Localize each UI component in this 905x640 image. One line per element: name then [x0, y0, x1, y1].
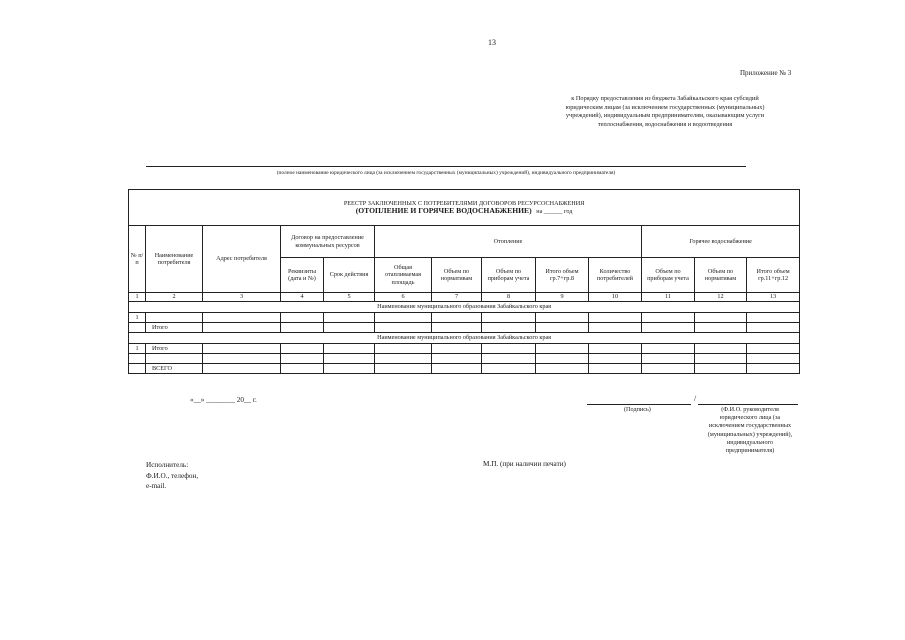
column-number: 1 — [129, 293, 146, 302]
column-number: 5 — [324, 293, 375, 302]
signature-slash: / — [694, 394, 697, 403]
column-number-row — [129, 293, 800, 302]
municipality-row: Наименование муниципального образования Забайкальского края — [129, 302, 800, 313]
table-title-line1: РЕЕСТР ЗАКЛЮЧЕННЫХ С ПОТРЕБИТЕЛЯМИ ДОГОВОРОВ РЕСУРСОСНАБЖЕНИЯ — [343, 199, 585, 207]
registry-table — [128, 189, 800, 374]
header-consumer-count: Количество потребителей — [589, 258, 642, 293]
fio-caption-line: исключением государственных — [708, 422, 792, 430]
subtotal-label: Итого — [146, 344, 203, 354]
header-contract: Договор на предоставление коммунальных ресурсов — [281, 226, 375, 258]
column-number: 12 — [695, 293, 747, 302]
header-consumer-name: Наименование потребителя — [146, 226, 203, 293]
column-number: 6 — [375, 293, 432, 302]
column-number: 7 — [432, 293, 482, 302]
column-number: 13 — [747, 293, 800, 302]
header-heating: Отопление — [375, 226, 642, 258]
fio-caption-line: юридического лица (за — [719, 414, 781, 422]
organization-name-line — [146, 166, 746, 167]
header-volume-meter: Объем по приборам учета — [482, 258, 536, 293]
date-line: «__» ________ 20__ г. — [190, 396, 257, 404]
municipality-row: Наименование муниципального образования Забайкальского края — [129, 333, 800, 344]
executor-line: e-mail. — [146, 482, 167, 490]
executor-line: Ф.И.О., телефон, — [146, 471, 199, 480]
fio-caption-line: предпринимателя) — [725, 447, 775, 455]
column-number: 8 — [482, 293, 536, 302]
table-title-bold: (ОТОПЛЕНИЕ И ГОРЯЧЕЕ ВОДОСНАБЖЕНИЕ) — [355, 206, 532, 215]
table-row — [129, 364, 800, 374]
order-line: теплоснабжения, водоснабжения и водоотведения — [597, 120, 733, 128]
order-line: юридическим лицам (за исключением государственных (муниципальных) — [565, 103, 765, 111]
fio-line — [698, 404, 798, 405]
header-hw-norm: Объем по нормативам — [695, 258, 747, 293]
order-line: к Порядку предоставления из бюджета Забайкальского края субсидий — [571, 95, 759, 102]
column-number: 2 — [146, 293, 203, 302]
table-row — [129, 323, 800, 333]
header-requisites: Реквизиты (дата и №) — [281, 258, 324, 293]
header-validity: Срок действия — [324, 258, 375, 293]
table-row — [129, 354, 800, 364]
column-number: 3 — [203, 293, 281, 302]
signature-caption: (Подпись) — [624, 406, 651, 413]
signature-line — [587, 404, 691, 405]
table-row — [129, 313, 800, 323]
appendix-label: Приложение № 3 — [740, 69, 792, 77]
header-address: Адрес потребителя — [203, 226, 281, 293]
stamp-note: М.П. (при наличии печати) — [483, 460, 566, 468]
row-number: 1 — [129, 313, 146, 323]
column-number: 9 — [536, 293, 589, 302]
subtotal-label: Итого — [146, 323, 203, 333]
column-number: 11 — [642, 293, 695, 302]
fio-caption-line: (муниципальных) учреждений), — [707, 430, 793, 438]
order-reference — [545, 95, 785, 129]
fio-caption-line: индивидуального — [726, 438, 774, 446]
grand-total-label: ВСЕГО — [146, 364, 203, 374]
executor-block — [146, 460, 198, 492]
executor-line: Исполнитель: — [146, 461, 189, 469]
header-heated-area: Общая отапливаемая площадь — [375, 258, 432, 293]
page-number: 13 — [488, 38, 496, 47]
row-number: 1 — [129, 344, 146, 354]
header-hw-meter: Объем по приборам учета — [642, 258, 695, 293]
fio-caption-line: (Ф.И.О. руководителя — [721, 406, 779, 413]
table-title-line2 — [130, 207, 798, 215]
order-line: учреждений), индивидуальным предпринимателям, оказывающим услуги — [565, 112, 765, 120]
table-title-year: на ______ год — [536, 208, 573, 215]
column-number: 10 — [589, 293, 642, 302]
header-hot-water: Горячее водоснабжение — [642, 226, 800, 258]
column-number: 4 — [281, 293, 324, 302]
organization-caption: (полное наименование юридического лица (за исключением государственных (муниципальных) учреждений), индивидуального предпринимателя) — [276, 170, 616, 176]
fio-caption — [700, 406, 800, 455]
header-total-hw: Итого объем гр.11+гр.12 — [747, 258, 800, 293]
header-num: № п/п — [129, 226, 146, 293]
table-row — [129, 344, 800, 354]
table-title — [129, 190, 800, 226]
header-total-heating: Итого объем гр.7+гр.8 — [536, 258, 589, 293]
header-volume-norm: Объем по нормативам — [432, 258, 482, 293]
